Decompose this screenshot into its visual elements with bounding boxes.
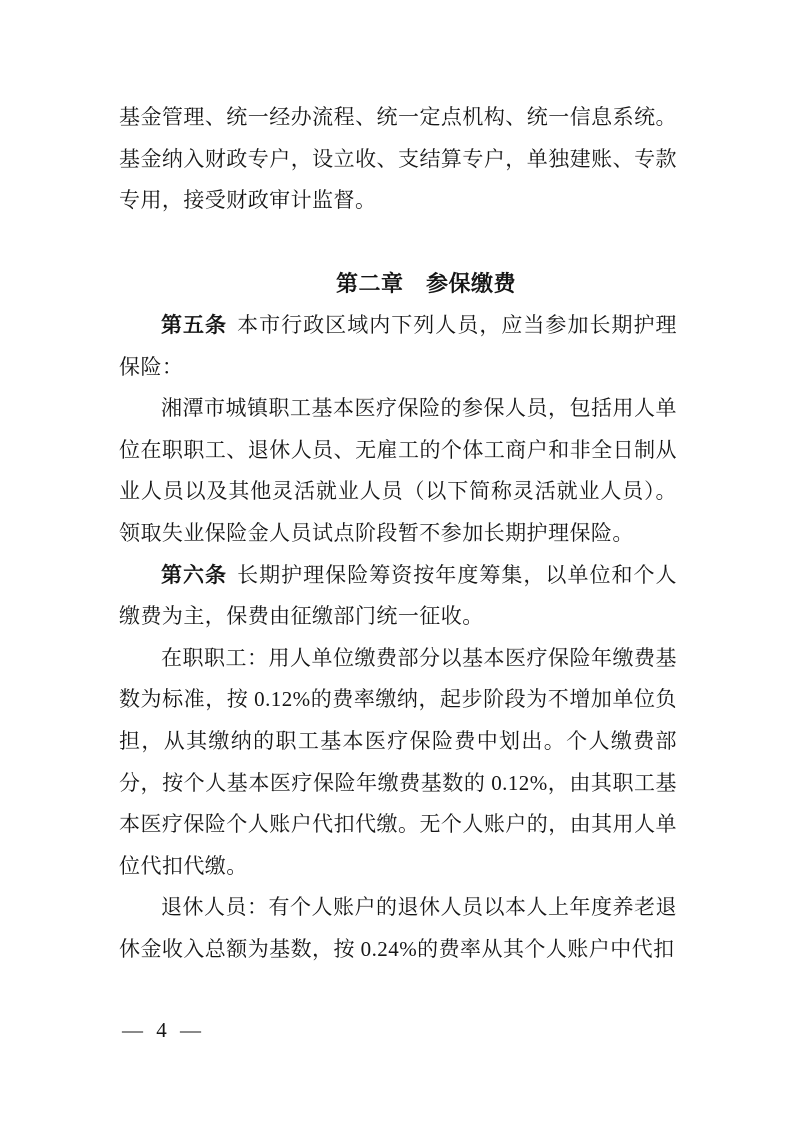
article-5-label: 第五条 bbox=[161, 312, 228, 337]
document-body bbox=[119, 97, 677, 970]
retiree-contribution-paragraph: 退休人员：有个人账户的退休人员以本人上年度养老退休金收入总额为基数，按 0.24%的费率从其个人账户中代扣 bbox=[119, 895, 677, 961]
employee-contribution-paragraph: 在职职工：用人单位缴费部分以基本医疗保险年缴费基数为标准，按 0.12%的费率缴纳，起步阶段为不增加单位负担，从其缴纳的职工基本医疗保险费中划出。个人缴费部分，按个人基本医疗保险年缴费基数的 0.12%，由其职工基本医疗保险个人账户代扣代缴。无个人账户的，由其用人单位代扣代缴。 bbox=[119, 645, 677, 878]
article-6-label: 第六条 bbox=[161, 562, 228, 587]
article-6-text: 长期护理保险筹资按年度筹集，以单位和个人缴费为主，保费由征缴部门统一征收。 bbox=[119, 562, 677, 629]
page-number: — 4 — bbox=[122, 1018, 202, 1042]
coverage-paragraph: 湘潭市城镇职工基本医疗保险的参保人员，包括用人单位在职职工、退休人员、无雇工的个体工商户和非全日制从业人员以及其他灵活就业人员（以下简称灵活就业人员）。领取失业保险金人员试点阶段暂不参加长期护理保险。 bbox=[119, 396, 677, 545]
chapter-heading: 第二章 参保缴费 bbox=[336, 271, 517, 297]
article-5-paragraph bbox=[119, 305, 677, 388]
article-6-paragraph bbox=[119, 555, 677, 638]
intro-paragraph: 基金管理、统一经办流程、统一定点机构、统一信息系统。基金纳入财政专户，设立收、支结算专户，单独建账、专款专用，接受财政审计监督。 bbox=[119, 105, 677, 213]
article-5-text: 本市行政区域内下列人员，应当参加长期护理保险： bbox=[119, 312, 677, 379]
